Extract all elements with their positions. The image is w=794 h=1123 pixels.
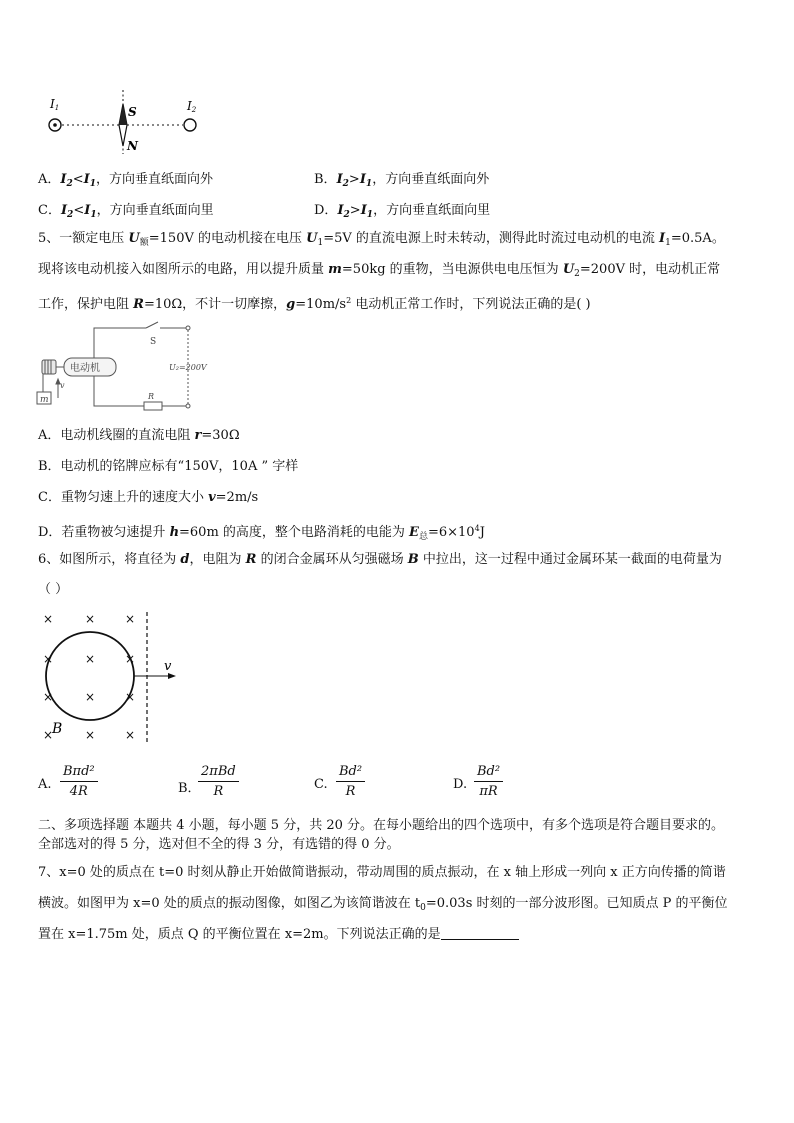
svg-text:×: × [85, 612, 96, 626]
label-motor: 电动机 [70, 363, 100, 374]
label-switch: S [150, 337, 157, 347]
svg-text:×: × [125, 690, 136, 704]
q7-line-3: 置在 x=1.75m 处，质点 Q 的平衡位置在 x=2m。下列说法正确的是 [38, 927, 519, 943]
q5-option-c: C．重物匀速上升的速度大小 v=2m/s [38, 490, 259, 505]
label-n: N [127, 139, 138, 153]
q5-circuit-figure [34, 320, 214, 412]
q6-line-2: （ ） [38, 582, 69, 597]
q4-option-a: A．$I_2<I_1$，方向垂直纸面向外 [38, 172, 214, 189]
metal-ring [46, 632, 134, 720]
q5-line-3: 工作，保护电阻 R=10Ω，不计一切摩擦，$g=10m/s^2$ 电动机正常工作时，下列说法正确的是( ) [38, 296, 591, 312]
q6-option-a-fraction: Bπd² 4R [60, 764, 98, 799]
svg-text:×: × [43, 612, 54, 626]
q4-option-d: D．$I_2>I_1$，方向垂直纸面向里 [314, 203, 491, 220]
label-r: R [148, 392, 155, 401]
svg-text:×: × [43, 652, 54, 666]
q7-line-1: 7、x=0 处的质点在 t=0 时刻从静止开始做简谐振动，带动周围的质点振动，在 x 轴上形成一列向 x 正方向传播的简谐 [38, 865, 726, 880]
switch-s [146, 322, 158, 328]
q7-line-2: 横波。如图甲为 x=0 处的质点的振动图像，如图乙为该简谐波在 $t_0=0.03s$ 时刻的一部分波形图。已知质点 P 的平衡位 [38, 896, 728, 913]
label-v: v [60, 381, 65, 390]
current-i2-symbol [184, 119, 196, 131]
q6-option-d-label: D. [453, 777, 468, 792]
label-m: m [40, 395, 49, 405]
q6-option-b-label: B． [178, 781, 201, 796]
svg-text:×: × [125, 728, 136, 742]
q6-option-c-fraction: $\frac{\text{Bd²}}{R}$ [336, 764, 365, 799]
answer-blank[interactable] [441, 927, 519, 940]
section2-line-2: 全部选对的得 5 分，选对但不全的得 3 分，有选错的得 0 分。 [38, 837, 400, 852]
section2-line-1: 二、多项选择题 本题共 4 小题，每小题 5 分，共 20 分。在每小题给出的四个选项中，有多个选项是符合题目要求的。 [38, 818, 725, 833]
q6-option-a-label: A. [38, 777, 52, 792]
svg-text:×: × [43, 690, 54, 704]
label-v: v [164, 659, 172, 674]
q5-option-a: A．电动机线圈的直流电阻 r=30Ω [38, 428, 240, 443]
q4-option-b: B．$I_2>I_1$，方向垂直纸面向外 [314, 172, 490, 189]
q6-option-c-label: C. [314, 777, 328, 792]
q6-ring-figure [38, 610, 188, 745]
resistor-r [144, 402, 162, 410]
q6-option-d-fraction: $\frac{\text{Bd²}}{\pi R}$ [474, 764, 503, 799]
label-s: S [128, 105, 137, 119]
q5-option-b: B．电动机的铭牌应标有“150V，10A ” 字样 [38, 459, 299, 474]
q4-compass-figure [40, 88, 210, 156]
svg-text:×: × [85, 728, 96, 742]
svg-text:×: × [125, 612, 136, 626]
q5-option-d: D．若重物被匀速提升 h=60m 的高度，整个电路消耗的电能为 $E_总=6\times 10^4J$ [38, 524, 485, 542]
svg-text:×: × [125, 652, 136, 666]
q6-line-1: 6、如图所示，将直径为 d，电阻为 R 的闭合金属环从匀强磁场 B 中拉出，这一过程中通过金属环某一截面的电荷量为 [38, 552, 722, 567]
q5-line-1: 5、一额定电压 $U_额=150V$ 的电动机接在电压 $U_1=5V$ 的直流电源上时未转动，测得此时流过电动机的电流 $I_1=0.5A$。 [38, 231, 725, 248]
label-b: B [52, 721, 63, 737]
q5-line-2: 现将该电动机接入如图所示的电路，用以提升质量 m=50kg 的重物，当电源供电电压恒为 $U_2=200V$ 时，电动机正常 [38, 262, 721, 279]
q6-option-b-fraction: 2πBd R [198, 764, 239, 799]
svg-text:×: × [85, 652, 96, 666]
label-i1: I1 [50, 97, 60, 112]
label-u2: U₂=200V [169, 363, 207, 372]
svg-text:×: × [85, 690, 96, 704]
label-i2: I2 [187, 99, 197, 114]
svg-text:×: × [43, 728, 54, 742]
q4-option-c: C．$I_2<I_1$，方向垂直纸面向里 [38, 203, 214, 220]
